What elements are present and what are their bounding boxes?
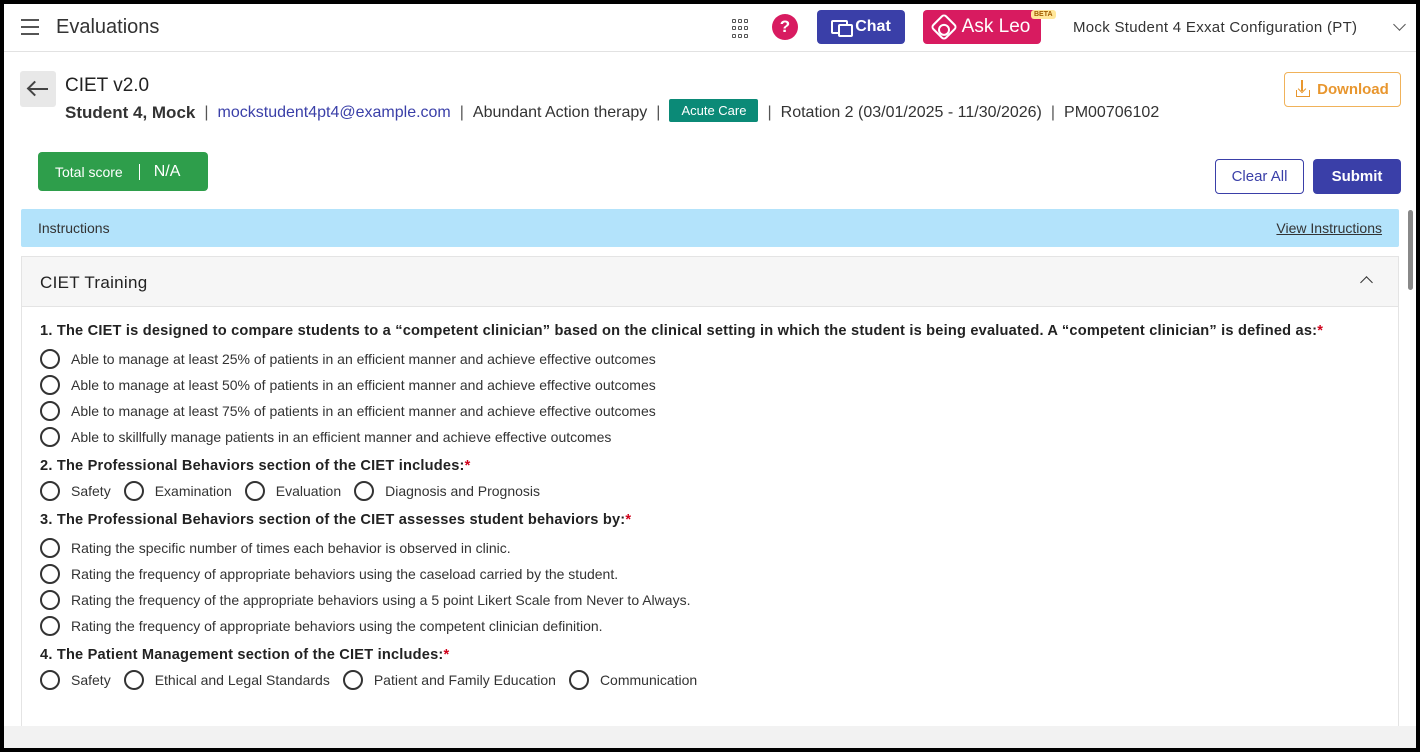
option-label: Rating the frequency of appropriate behaviors using the caseload carried by the student. bbox=[71, 566, 619, 582]
pm-id: PM00706102 bbox=[1064, 104, 1160, 121]
section-header[interactable] bbox=[22, 257, 1398, 307]
download-icon bbox=[1296, 90, 1310, 97]
option-label: Able to manage at least 75% of patients in an efficient manner and achieve effective outcomes bbox=[71, 403, 656, 419]
site-name: Abundant Action therapy bbox=[472, 104, 648, 121]
radio-button[interactable] bbox=[40, 401, 60, 421]
radio-button[interactable] bbox=[245, 481, 265, 501]
view-instructions-link[interactable]: View Instructions bbox=[1276, 220, 1382, 236]
radio-option[interactable] bbox=[40, 561, 1370, 587]
question-text bbox=[40, 645, 1370, 666]
chat-label: Chat bbox=[855, 18, 891, 35]
menu-icon[interactable] bbox=[21, 19, 39, 35]
chevron-down-icon[interactable] bbox=[1393, 18, 1406, 31]
options-group bbox=[40, 535, 1370, 639]
option-label: Able to manage at least 25% of patients in an efficient manner and achieve effective outcomes bbox=[71, 351, 656, 367]
radio-option[interactable] bbox=[40, 372, 1370, 398]
radio-button[interactable] bbox=[343, 670, 363, 690]
rotation-info: Rotation 2 (03/01/2025 - 11/30/2026) bbox=[780, 104, 1042, 121]
radio-button[interactable] bbox=[354, 481, 374, 501]
option-label: Patient and Family Education bbox=[373, 672, 556, 688]
total-score-badge bbox=[38, 152, 208, 191]
radio-button[interactable] bbox=[569, 670, 589, 690]
radio-option[interactable] bbox=[40, 613, 1370, 639]
student-email-link[interactable]: mockstudent4pt4@example.com bbox=[217, 104, 451, 121]
question-text bbox=[40, 321, 1370, 342]
required-marker: * bbox=[1317, 323, 1324, 339]
radio-option[interactable] bbox=[124, 667, 330, 693]
ask-leo-label: Ask Leo bbox=[961, 16, 1031, 37]
required-marker: * bbox=[443, 647, 450, 663]
radio-option[interactable] bbox=[40, 346, 1370, 372]
option-label: Safety bbox=[71, 672, 111, 688]
question-block bbox=[40, 510, 1370, 639]
radio-button[interactable] bbox=[40, 564, 60, 584]
option-label: Communication bbox=[599, 672, 698, 688]
evaluation-meta bbox=[65, 103, 1159, 123]
radio-button[interactable] bbox=[40, 616, 60, 636]
ask-leo-button[interactable] bbox=[923, 10, 1041, 44]
radio-button[interactable] bbox=[40, 349, 60, 369]
leo-icon bbox=[930, 13, 958, 41]
apps-grid-icon[interactable] bbox=[732, 19, 752, 39]
separator: | bbox=[1050, 104, 1056, 121]
separator: | bbox=[459, 104, 464, 121]
question-block bbox=[40, 321, 1370, 450]
scrollbar-thumb[interactable] bbox=[1408, 210, 1413, 290]
required-marker: * bbox=[464, 458, 471, 474]
radio-option[interactable] bbox=[569, 667, 697, 693]
help-icon[interactable]: ? bbox=[772, 14, 798, 40]
option-label: Diagnosis and Prognosis bbox=[385, 483, 541, 499]
download-label: Download bbox=[1317, 81, 1389, 98]
radio-button[interactable] bbox=[40, 590, 60, 610]
radio-option[interactable] bbox=[245, 478, 341, 504]
chevron-up-icon[interactable] bbox=[1360, 276, 1373, 289]
user-menu[interactable]: Mock Student 4 Exxat Configuration (PT) bbox=[1073, 19, 1358, 36]
question-label: 1. The CIET is designed to compare students to a “competent clinician” based on the clinical setting in which the student is being evaluated. A “competent clinician” is defined as: bbox=[40, 323, 1318, 339]
radio-button[interactable] bbox=[40, 375, 60, 395]
ciet-training-section bbox=[21, 256, 1399, 726]
section-title: CIET Training bbox=[40, 273, 148, 292]
instructions-label: Instructions bbox=[38, 220, 110, 236]
options-group bbox=[40, 478, 1370, 504]
student-name: Student 4, Mock bbox=[65, 103, 196, 122]
app-title: Evaluations bbox=[56, 16, 160, 38]
question-text bbox=[40, 456, 1370, 477]
chat-icon bbox=[831, 19, 851, 35]
radio-option[interactable] bbox=[343, 667, 556, 693]
question-list bbox=[40, 321, 1370, 699]
radio-option[interactable] bbox=[40, 424, 1370, 450]
separator: | bbox=[204, 104, 209, 121]
radio-button[interactable] bbox=[40, 670, 60, 690]
evaluation-title: CIET v2.0 bbox=[65, 75, 150, 96]
options-group bbox=[40, 667, 1370, 693]
option-label: Evaluation bbox=[275, 483, 342, 499]
page-footer-area bbox=[4, 726, 1416, 748]
back-button[interactable] bbox=[20, 71, 56, 107]
radio-button[interactable] bbox=[40, 427, 60, 447]
option-label: Safety bbox=[71, 483, 111, 499]
radio-button[interactable] bbox=[40, 481, 60, 501]
setting-tag: Acute Care bbox=[669, 99, 758, 122]
radio-button[interactable] bbox=[40, 538, 60, 558]
option-label: Able to manage at least 50% of patients in an efficient manner and achieve effective outcomes bbox=[71, 377, 656, 393]
option-label: Rating the frequency of appropriate behaviors using the competent clinician definition. bbox=[71, 618, 603, 634]
radio-button[interactable] bbox=[124, 670, 144, 690]
instructions-bar bbox=[21, 209, 1399, 247]
question-label: 2. The Professional Behaviors section of the CIET includes: bbox=[40, 458, 465, 474]
total-score-label: Total score bbox=[55, 163, 123, 180]
question-block bbox=[40, 645, 1370, 693]
chat-button[interactable] bbox=[817, 10, 905, 44]
option-label: Rating the frequency of the appropriate behaviors using a 5 point Likert Scale from Never to Always. bbox=[71, 592, 691, 608]
radio-option[interactable] bbox=[124, 478, 232, 504]
radio-option[interactable] bbox=[354, 478, 540, 504]
option-label: Rating the specific number of times each behavior is observed in clinic. bbox=[71, 540, 511, 556]
question-label: 3. The Professional Behaviors section of the CIET assesses student behaviors by: bbox=[40, 512, 626, 528]
radio-option[interactable] bbox=[40, 398, 1370, 424]
radio-option[interactable] bbox=[40, 535, 1370, 561]
radio-option[interactable] bbox=[40, 587, 1370, 613]
question-label: 4. The Patient Management section of the CIET includes: bbox=[40, 647, 444, 663]
top-bar bbox=[4, 4, 1416, 52]
separator: | bbox=[767, 104, 772, 121]
score-divider bbox=[139, 164, 140, 180]
radio-button[interactable] bbox=[124, 481, 144, 501]
question-block bbox=[40, 456, 1370, 504]
question-text bbox=[40, 510, 1370, 531]
radio-option[interactable] bbox=[40, 667, 111, 693]
download-button[interactable] bbox=[1284, 72, 1401, 107]
separator: | bbox=[656, 104, 661, 121]
option-label: Able to skillfully manage patients in an efficient manner and achieve effective outcomes bbox=[71, 429, 612, 445]
clear-all-button[interactable]: Clear All bbox=[1215, 159, 1304, 194]
radio-option[interactable] bbox=[40, 478, 111, 504]
total-score-value: N/A bbox=[153, 162, 181, 180]
required-marker: * bbox=[625, 512, 632, 528]
options-group bbox=[40, 346, 1370, 450]
option-label: Ethical and Legal Standards bbox=[154, 672, 330, 688]
submit-button[interactable]: Submit bbox=[1313, 159, 1401, 194]
option-label: Examination bbox=[154, 483, 232, 499]
beta-badge: BETA bbox=[1031, 10, 1056, 19]
